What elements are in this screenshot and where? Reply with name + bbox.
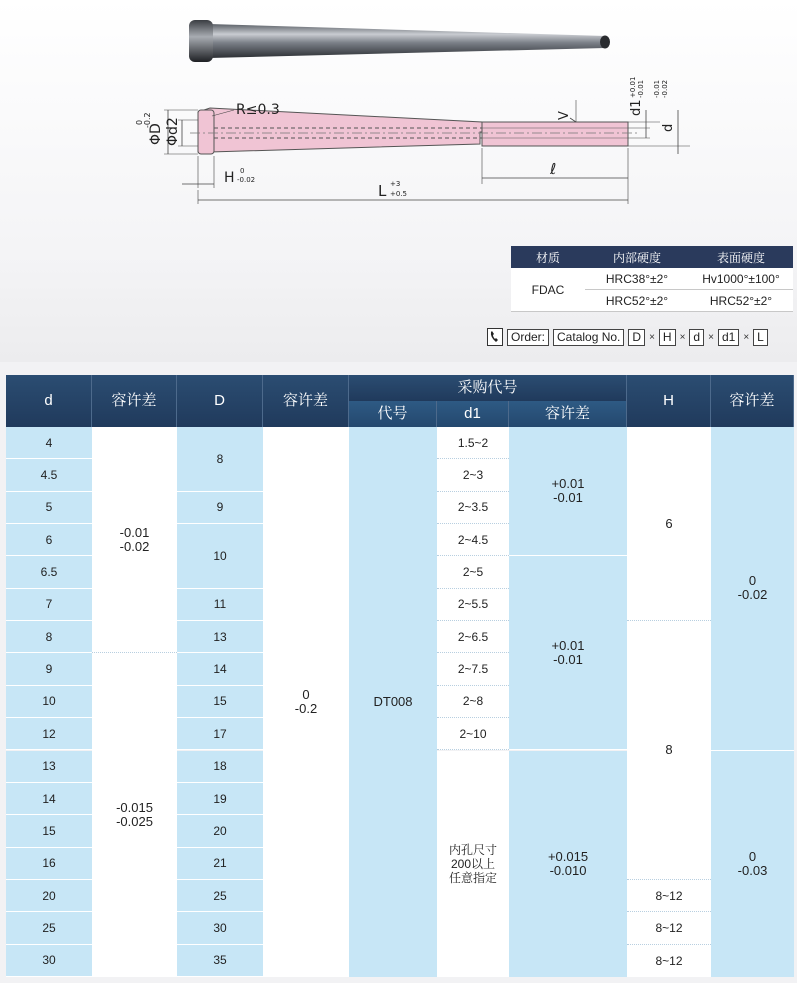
D-value [177,653,263,685]
purchase-code-text: DT008 [373,693,413,709]
d-value [6,848,92,880]
H-tol-top: 0 [240,167,245,175]
order-sep: × [708,331,714,343]
d1-tolerance-text: -0.010 [549,862,587,878]
d1-tolerance-text: +0.015 [547,848,589,864]
d1-value-text: 2~3.5 [457,500,489,515]
header-D-tolerance-text: 容许差 [282,392,328,409]
H-value [627,621,711,880]
header-d-text: d [44,392,53,409]
D-value-text: 8 [216,451,224,466]
H-value-text: 8~12 [655,953,683,968]
d1-custom-note-text: 200以上 [450,856,496,871]
header-H [627,375,711,427]
d1-value-text: 2~3 [462,468,484,483]
spec-surface-hardness: HRC52°±2° [689,290,793,312]
d-value [6,783,92,815]
d-value [6,815,92,847]
header-d [6,375,92,427]
H-value-text: 6 [665,515,673,531]
header-d1-tolerance-text: 容许差 [544,405,590,422]
d-value-text: 25 [42,920,56,935]
header-d-tolerance-text: 容许差 [111,392,157,409]
d1-value-text: 1.5~2 [457,435,489,450]
d-value-text: 4.5 [40,468,58,483]
d1-value [437,589,509,621]
radius-label: R≤0.3 [236,102,280,118]
D-value [177,815,263,847]
H-value-text: 8~12 [655,888,683,903]
D-value-text: 13 [213,629,227,644]
ejector-pin-photo [185,16,615,64]
header-d1 [437,401,509,427]
D-value-text: 30 [213,920,227,935]
d-value-text: 8 [45,629,53,644]
phi-D-label: ΦD [148,123,164,145]
d-tolerance-text: -0.02 [119,538,150,554]
D-value-text: 9 [216,500,224,515]
D-value-text: 14 [213,662,227,677]
header-H-tolerance [711,375,794,427]
H-value [627,880,711,912]
d-value-text: 16 [42,856,56,871]
d-value-text: 4 [45,435,53,450]
D-value [177,912,263,944]
order-field-L: L [753,329,768,346]
d-value-text: 6 [45,532,53,547]
H-tol-bottom: -0.02 [237,176,256,184]
catalog-no-box: Catalog No. [553,329,624,346]
d-value [6,459,92,491]
d-value-text: 5 [45,500,53,515]
H-tolerance-text: -0.02 [737,587,768,603]
d1-label: d1 [629,99,644,116]
D-value [177,880,263,912]
spec-inner-hardness: HRC38°±2° [585,268,689,290]
d1-value-text: 2~5 [462,565,484,580]
d-value [6,653,92,685]
order-sep: × [679,331,686,343]
d1-tolerance-text: -0.01 [553,651,583,667]
D-value [177,621,263,653]
H-tolerance [711,751,794,977]
d1-value [437,621,509,653]
d-value [6,912,92,944]
spec-inner-hardness: HRC52°±2° [585,290,689,312]
order-sep: × [649,331,655,343]
order-field-d1: d1 [718,329,739,346]
d1-value-text: 2~7.5 [457,662,489,677]
H-value [627,427,711,621]
D-value-text: 10 [213,548,227,563]
D-value-text: 11 [213,597,227,612]
d-value-text: 15 [42,823,56,838]
D-value-text: 21 [213,856,227,871]
header-purchase-code-text: 采购代号 [457,379,518,396]
D-tolerance-text: -0.2 [294,700,318,716]
H-value [627,945,711,977]
d1-value-text: 2~4.5 [457,532,489,547]
d-value-text: 7 [45,597,53,612]
d-tolerance-text: -0.015 [116,800,153,816]
spec-header-surface-hardness: 表面硬度 [689,246,793,268]
D-value-text: 35 [213,953,227,968]
d1-custom-note-text: 内孔尺寸 [448,842,497,857]
H-value [627,912,711,944]
d-value [6,718,92,750]
order-field-H: H [659,329,676,346]
purchase-code [349,427,437,977]
header-d1-tolerance [509,401,627,427]
d-tolerance [92,653,177,977]
D-value [177,751,263,783]
header-d1-text: d1 [464,405,481,422]
d-value-text: 12 [42,726,56,741]
D-value-text: 25 [213,888,227,903]
d1-tolerance [509,427,627,556]
d1-tol-top: +0.01 [629,76,637,98]
H-label: H [224,170,235,186]
order-sep: × [743,331,750,343]
d-value [6,556,92,588]
phi-D-tol-top: 0 [135,119,144,125]
d-value [6,589,92,621]
d1-value [437,556,509,588]
l-label: ℓ [550,160,557,178]
order-label: Order: [507,329,549,346]
d-tolerance-text: -0.025 [116,814,153,830]
d1-value [437,427,509,459]
D-value-text: 18 [213,759,227,774]
D-value-text: 20 [213,823,227,838]
d1-value [437,459,509,491]
d1-value [437,686,509,718]
order-field-D: D [628,329,645,346]
L-tol-top: +3 [390,180,401,188]
spec-header-inner-hardness: 内部硬度 [585,246,689,268]
header-D-tolerance [263,375,349,427]
d1-value-text: 2~6.5 [457,629,489,644]
header-purchase-code [349,375,627,401]
technical-drawing [120,70,700,220]
dimension-table [6,375,794,978]
H-value-text: 8 [665,741,673,757]
header-d-tolerance [92,375,177,427]
d-value [6,524,92,556]
d1-custom-note [437,751,509,977]
H-tolerance-text: -0.03 [737,862,768,878]
D-value [177,589,263,621]
d-tol-top: -0.01 [653,79,661,98]
d1-custom-note-text: 任意指定 [448,870,497,885]
d1-value-text: 2~8 [462,694,484,709]
d-value-text: 30 [42,953,56,968]
d-value [6,751,92,783]
order-line [487,328,768,346]
d-value-text: 13 [42,759,56,774]
d1-tolerance-text: -0.01 [553,490,583,506]
d-value-text: 10 [42,694,56,709]
D-value-text: 17 [213,726,227,741]
D-tolerance [263,427,349,977]
L-label: L [378,182,387,200]
d1-tolerance [509,556,627,750]
header-code [349,401,437,427]
header-H-text: H [663,392,674,409]
D-value [177,945,263,977]
d-value [6,686,92,718]
spec-surface-hardness: Hv1000°±100° [689,268,793,290]
D-value-text: 19 [213,791,227,806]
header-H-tolerance-text: 容许差 [729,392,775,409]
d-tolerance-text: -0.01 [119,524,150,540]
phi-D-tol-bottom: -0.2 [143,112,152,128]
d-tolerance [92,427,177,653]
D-value [177,492,263,524]
d1-value [437,718,509,750]
H-tolerance-text: 0 [748,848,757,864]
d-value-text: 6.5 [40,565,58,580]
D-value-text: 15 [213,694,227,709]
phone-icon [487,328,503,346]
d1-tol-bottom: -0.01 [637,79,645,98]
header-D-text: D [214,392,225,409]
d1-tolerance-text: +0.01 [551,637,585,653]
d-value-text: 20 [42,888,56,903]
phi-d2-label: Φd2 [165,117,181,146]
D-value [177,524,263,589]
D-value [177,686,263,718]
d-tol-bottom: -0.02 [661,79,669,98]
d-value-text: 14 [42,791,56,806]
d1-tolerance-text: +0.01 [551,476,585,492]
d-value [6,880,92,912]
D-value [177,427,263,492]
d1-value [437,653,509,685]
H-value-text: 8~12 [655,920,683,935]
H-tolerance [711,427,794,751]
order-field-d: d [689,329,704,346]
d1-value [437,524,509,556]
d-value [6,492,92,524]
H-tolerance-text: 0 [748,573,757,589]
material-spec-table [511,246,793,312]
D-tolerance-text: 0 [302,686,310,702]
D-value [177,718,263,750]
d-value-text: 9 [45,662,53,677]
d-value [6,945,92,977]
d-value [6,427,92,459]
D-value [177,848,263,880]
d1-tolerance [509,751,627,977]
d-value [6,621,92,653]
D-value [177,783,263,815]
d-label: d [661,123,676,132]
L-tol-bottom: +0.5 [390,190,407,198]
d1-value-text: 2~5.5 [457,597,489,612]
spec-header-material: 材质 [511,246,585,268]
header-D [177,375,263,427]
header-code-text: 代号 [377,405,408,422]
spec-material: FDAC [511,268,585,312]
d1-value-text: 2~10 [459,726,487,741]
V-label: V [557,111,572,120]
d1-value [437,492,509,524]
